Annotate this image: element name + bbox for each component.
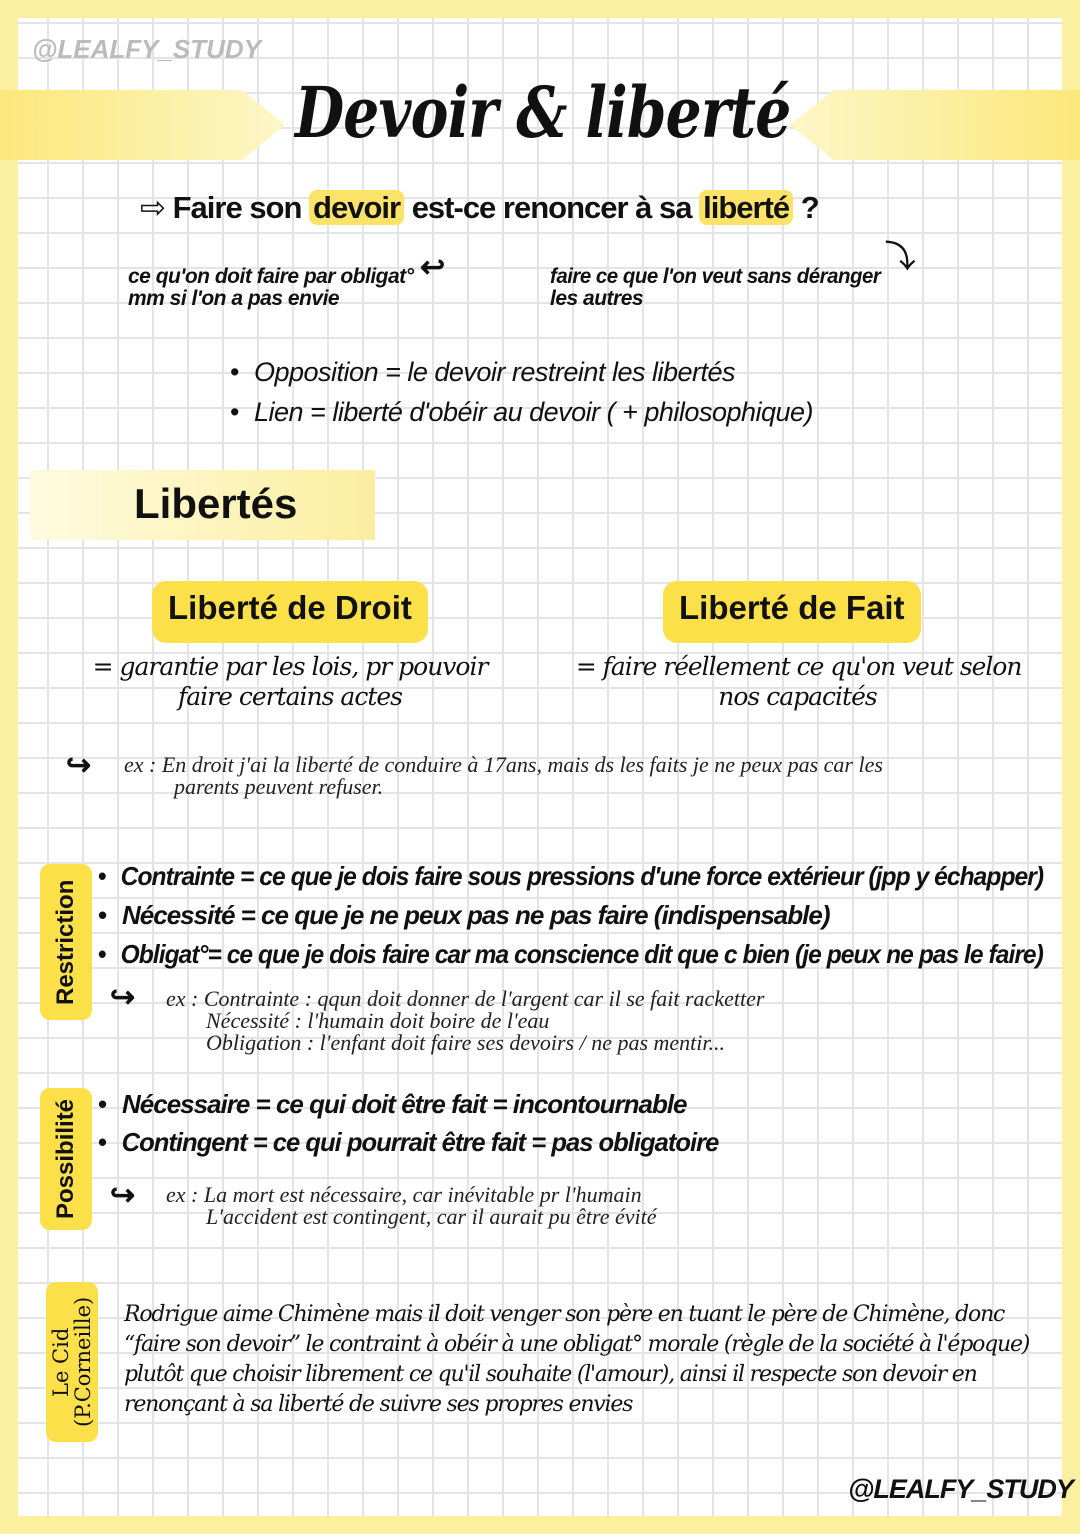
highlight-devoir: devoir <box>309 190 404 225</box>
list-item: • Contingent = ce qui pourrait être fait = pas obligatoire <box>98 1123 718 1161</box>
bullet-lien: • Lien = liberté d'obéir au devoir ( + philosophique) <box>230 392 813 432</box>
definition-fait <box>575 652 1020 712</box>
cid-title: Le Cid <box>49 1327 73 1397</box>
label-liberte-droit: Liberté de Droit <box>152 581 428 643</box>
label-liberte-fait: Liberté de Fait <box>663 581 921 643</box>
restriction-list <box>98 857 1043 974</box>
list-item: • Nécessité = ce que je ne peux pas ne pas faire (indispensable) <box>98 896 829 935</box>
section-title: Libertés <box>134 480 298 527</box>
curved-arrow-icon: ⤵ <box>885 241 915 274</box>
definition-liberte <box>550 266 880 310</box>
definition-droit <box>90 652 490 712</box>
highlight-liberte: liberté <box>699 190 793 225</box>
def-line: nos capacités <box>718 682 877 711</box>
ex-line: parents peuvent refuser. <box>174 774 384 799</box>
curved-arrow-icon: ↩ <box>420 251 446 284</box>
q-pre: Faire son <box>172 190 310 225</box>
cid-line: plutôt que choisir librement ce qu'il souhaite (l'amour), ainsi il respecte son devoir en <box>124 1362 977 1387</box>
question-line <box>140 188 819 228</box>
tag-restriction: Restriction <box>40 864 92 1020</box>
hook-arrow-icon: ↪ <box>110 981 136 1014</box>
q-mid: est-ce renoncer à sa <box>404 190 700 225</box>
main-question <box>140 188 870 228</box>
cid-line: Rodrigue aime Chimène mais il doit venger son père en tuant le père de Chimène, donc <box>124 1302 1005 1327</box>
ex-line: Nécessité : l'humain doit boire de l'eau <box>206 1008 550 1033</box>
ex-line: Obligation : l'enfant doit faire ses devoirs / ne pas mentir... <box>206 1030 726 1055</box>
ribbon-left <box>0 90 285 160</box>
bullet-opposition: • Opposition = le devoir restreint les libertés <box>230 352 735 392</box>
example-liberte <box>124 754 904 798</box>
def-line: ce qu'on doit faire par obligat° <box>128 265 414 288</box>
hook-arrow-icon: ↪ <box>110 1179 136 1212</box>
watermark: @LEALFY_STUDY <box>32 34 262 64</box>
cid-line: “faire son devoir” le contraint à obéir à une obligat° morale (règle de la société à l'époque) <box>124 1332 1030 1357</box>
def-line: = faire réellement ce qu'on veut selon <box>575 652 1022 681</box>
arrow-right-icon: ⇨ <box>140 190 165 225</box>
hook-arrow-icon: ↪ <box>66 749 92 782</box>
ribbon-right <box>790 90 1080 160</box>
ex-line: L'accident est contingent, car il aurait pu être évité <box>206 1204 657 1229</box>
list-item: • Nécessaire = ce qui doit être fait = incontournable <box>98 1085 687 1123</box>
page-title-box <box>295 72 790 154</box>
q-post: ? <box>793 190 819 225</box>
def-line: les autres <box>550 287 644 310</box>
cid-author: (P.Corneille) <box>71 1296 95 1428</box>
possibilite-examples <box>166 1184 666 1228</box>
def-line: faire ce que l'on veut sans déranger <box>550 265 881 288</box>
def-line: mm si l'on a pas envie <box>128 287 340 310</box>
bullet-list <box>230 352 850 432</box>
list-item: • Contrainte = ce que je dois faire sous pressions d'une force extérieur (jpp y échapper) <box>98 857 1043 896</box>
page-title: Devoir & liberté <box>295 71 791 154</box>
def-line: faire certains actes <box>178 682 402 711</box>
cid-line: renonçant à sa liberté de suivre ses propres envies <box>124 1392 633 1417</box>
possibilite-list <box>98 1085 718 1161</box>
definition-devoir <box>128 266 418 310</box>
ex-line: ex : En droit j'ai la liberté de conduire à 17ans, mais ds les faits je ne peux pas car les <box>124 752 883 777</box>
cid-paragraph <box>124 1300 1034 1420</box>
ex-line: ex : Contrainte : qqun doit donner de l'argent car il se fait racketter <box>166 986 765 1011</box>
list-item: • Obligat°= ce que je dois faire car ma conscience dit que c bien (je peux ne pas le faire) <box>98 935 1043 974</box>
def-line: = garantie par les lois, pr pouvoir <box>92 652 488 681</box>
ex-line: ex : La mort est nécessaire, car inévitable pr l'humain <box>166 1182 642 1207</box>
tag-possibilite: Possibilité <box>40 1088 92 1230</box>
restriction-examples <box>166 988 776 1054</box>
tag-le-cid <box>46 1282 98 1442</box>
watermark-bottom: @LEALFY_STUDY <box>848 1474 1073 1504</box>
section-heading <box>30 470 375 540</box>
